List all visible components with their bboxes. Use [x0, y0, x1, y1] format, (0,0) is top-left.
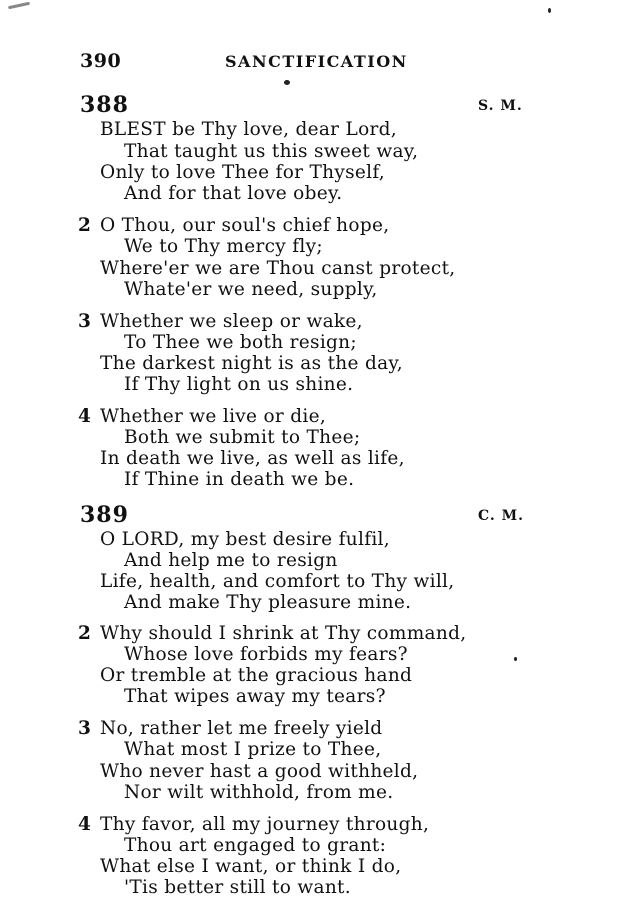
verse-line: And make Thy pleasure mine.: [124, 592, 412, 613]
verse-line: O LORD, my best desire fulfil,: [100, 529, 390, 550]
hymn-meter: C. M.: [478, 508, 525, 524]
verse-line: No, rather let me freely yield: [100, 718, 383, 739]
hymn-number: 389: [80, 502, 129, 528]
verse-line: We to Thy mercy fly;: [124, 236, 323, 257]
verse-line: If Thine in death we be.: [124, 469, 355, 490]
verse-line: Thy favor, all my journey through,: [100, 814, 430, 835]
verse-line: Nor wilt withhold, from me.: [124, 782, 394, 803]
verse-line: Thou art engaged to grant:: [124, 835, 387, 856]
verse-line: If Thy light on us shine.: [124, 374, 354, 395]
verse-line: In death we live, as well as life,: [100, 448, 405, 469]
verse-line: To Thee we both resign;: [124, 332, 357, 353]
verse-line: Whate'er we need, supply,: [124, 279, 378, 300]
page-number: 390: [80, 50, 122, 72]
verse-line: That wipes away my tears?: [124, 686, 386, 707]
verse-line: Where'er we are Thou canst protect,: [100, 258, 456, 279]
scan-artifact: [8, 2, 30, 10]
verse-number: 2: [78, 215, 91, 236]
verse-line: BLEST be Thy love, dear Lord,: [100, 119, 397, 140]
verse-line: What most I prize to Thee,: [124, 739, 382, 760]
verse-number: 3: [78, 718, 91, 739]
verse-line: Both we submit to Thee;: [124, 427, 361, 448]
verse-line: Life, health, and comfort to Thy will,: [100, 571, 455, 592]
ink-speck: [284, 80, 290, 85]
hymn-number: 388: [80, 92, 129, 118]
hymn-meter: S. M.: [478, 98, 523, 114]
verse-line: Whether we sleep or wake,: [100, 311, 363, 332]
verse-number: 4: [78, 814, 91, 835]
verse-number: 2: [78, 623, 91, 644]
verse-line: That taught us this sweet way,: [124, 141, 419, 162]
verse-line: The darkest night is as the day,: [100, 353, 403, 374]
ink-speck: [548, 8, 551, 13]
verse-line: And help me to resign: [124, 550, 338, 571]
verse-line: O Thou, our soul's chief hope,: [100, 215, 390, 236]
verse-line: Whether we live or die,: [100, 406, 327, 427]
verse-line: Why should I shrink at Thy command,: [100, 623, 467, 644]
verse-line: Who never hast a good withheld,: [100, 761, 419, 782]
ink-speck: [514, 657, 517, 661]
verse-line: What else I want, or think I do,: [100, 856, 402, 877]
verse-line: Whose love forbids my fears?: [124, 644, 408, 665]
verse-line: 'Tis better still to want.: [124, 877, 351, 898]
verse-number: 3: [78, 311, 91, 332]
verse-number: 4: [78, 406, 91, 427]
verse-line: Only to love Thee for Thyself,: [100, 162, 385, 183]
verse-line: And for that love obey.: [124, 183, 343, 204]
running-head: SANCTIFICATION: [225, 52, 408, 71]
verse-line: Or tremble at the gracious hand: [100, 665, 413, 686]
